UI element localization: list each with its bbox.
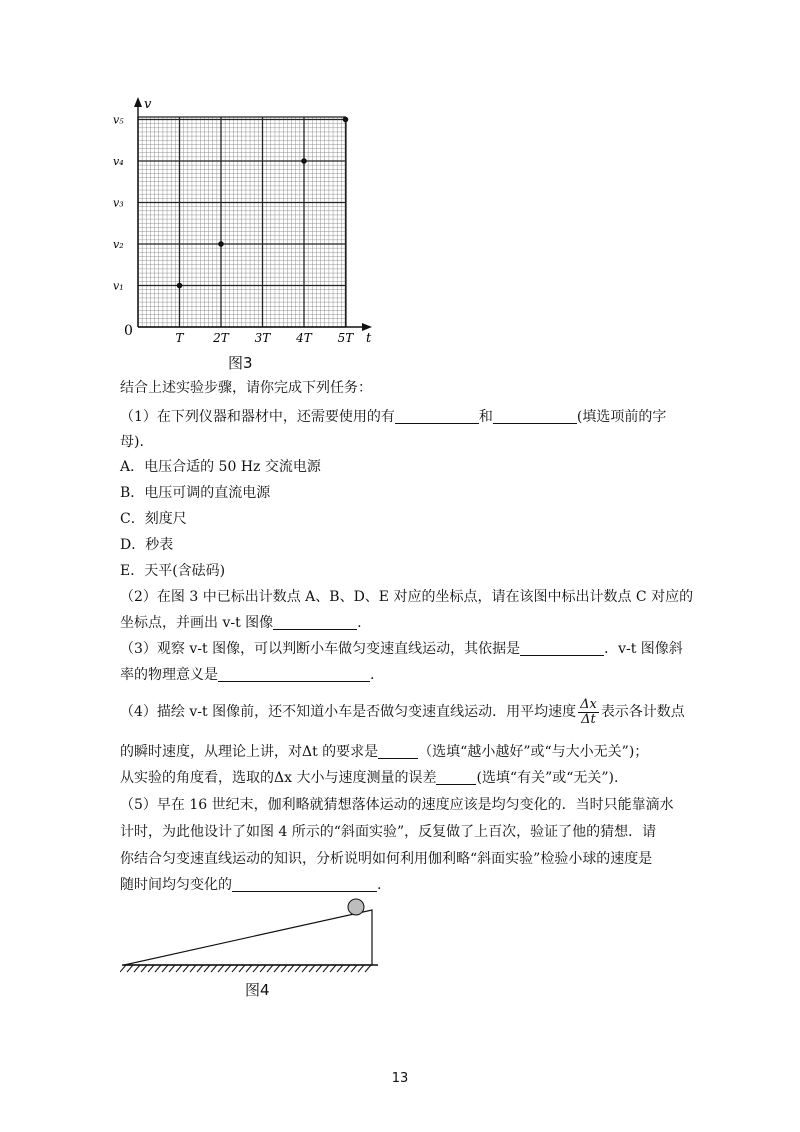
incline-wedge (124, 910, 372, 965)
q2-blank[interactable] (273, 615, 357, 630)
y-tick-label: v₅ (113, 113, 124, 127)
y-axis-label: v (144, 97, 152, 112)
hatch-line (141, 965, 147, 972)
option-c: C．刻度尺 (120, 511, 187, 527)
hatch-line (288, 965, 294, 972)
hatch-line (302, 965, 308, 972)
q4-line2: 的瞬时速度，从理论上讲，对Δt 的要求是 （选填“越小越好”或“与大小无关”)； (120, 744, 649, 760)
q1-blank-2[interactable] (493, 409, 577, 424)
x-tick-label: 2T (213, 331, 229, 345)
q1-line1: （1）在下列仪器和器材中，还需要使用的有 和 (填选项前的字 (120, 409, 667, 425)
q4-blank-2[interactable] (436, 770, 476, 785)
option-b: B．电压可调的直流电源 (120, 485, 271, 501)
intro-text: 结合上述实验步骤，请你完成下列任务： (120, 380, 372, 396)
origin-label: 0 (124, 323, 133, 339)
hatch-line (246, 965, 252, 972)
x-axis-label: t (366, 331, 372, 346)
minor-grid (138, 117, 346, 327)
x-tick-labels (175, 331, 354, 345)
q5-line3: 你结合匀变速直线运动的知识，分析说明如何利用伽利略“斜面实验”检验小球的速度是 (120, 851, 653, 867)
q3-blank-2[interactable] (218, 667, 370, 682)
hatch-line (204, 965, 210, 972)
ball (348, 899, 364, 915)
q4-line3: 从实验的角度看，选取的Δx 大小与速度测量的误差 (选填“有关”或“无关”). (120, 770, 619, 786)
hatch-line (337, 965, 343, 972)
ground-hatching (120, 965, 371, 972)
y-tick-label: v₃ (113, 196, 124, 210)
hatch-line (190, 965, 196, 972)
y-tick-label: v₄ (113, 155, 124, 168)
option-d: D．秒表 (120, 537, 174, 553)
hatch-line (344, 965, 350, 972)
data-point (218, 241, 224, 247)
hatch-line (316, 965, 322, 972)
incline-experiment-figure (120, 895, 390, 975)
hatch-line (211, 965, 217, 972)
hatch-line (232, 965, 238, 972)
q3-blank-1[interactable] (520, 641, 604, 656)
q3-line2: 率的物理意义是 . (120, 667, 375, 683)
page-number: 13 (391, 1071, 409, 1086)
hatch-line (239, 965, 245, 972)
hatch-line (155, 965, 161, 972)
hatch-line (162, 965, 168, 972)
hatch-line (218, 965, 224, 972)
hatch-line (225, 965, 231, 972)
q1-line2: 母). (120, 434, 144, 450)
option-a: A．电压合适的 50 Hz 交流电源 (120, 459, 321, 475)
hatch-line (134, 965, 140, 972)
data-point (343, 117, 349, 123)
data-point (301, 158, 307, 164)
q2-line1: （2）在图 3 中已标出计数点 A、B、D、E 对应的坐标点，请在该图中标出计数点 C 对应的 (120, 589, 694, 605)
x-tick-label: T (175, 331, 184, 345)
q5-line4: 随时间均匀变化的 . (120, 877, 382, 893)
average-velocity-fraction: $\frac{\Delta x}{\Delta t}$ (580, 696, 597, 727)
hatch-line (260, 965, 266, 972)
hatch-line (281, 965, 287, 972)
hatch-line (330, 965, 336, 972)
hatch-line (176, 965, 182, 972)
hatch-line (323, 965, 329, 972)
q3-line1: （3）观察 v-t 图像，可以判断小车做匀变速直线运动，其依据是 ．v-t 图像斜 (120, 641, 683, 657)
x-tick-label: 3T (254, 331, 271, 345)
hatch-line (358, 965, 364, 972)
velocity-time-graph (110, 95, 380, 355)
hatch-line (169, 965, 175, 972)
q5-line1: （5）早在 16 世纪末，伽利略就猜想落体运动的速度应该是均匀变化的．当时只能靠滴水 (120, 797, 674, 813)
q2-line2: 坐标点，并画出 v-t 图像 . (120, 615, 362, 631)
q4-blank-1[interactable] (378, 744, 418, 759)
y-tick-labels (113, 114, 124, 293)
hatch-line (309, 965, 315, 972)
hatch-line (127, 965, 133, 972)
hatch-line (365, 965, 371, 972)
option-e: E．天平(含砝码) (120, 563, 226, 579)
y-axis-arrow-icon (134, 97, 142, 107)
hatch-line (274, 965, 280, 972)
y-tick-label: v₂ (113, 238, 124, 251)
hatch-line (267, 965, 273, 972)
q5-blank[interactable] (232, 877, 377, 892)
hatch-line (120, 965, 126, 972)
hatch-line (295, 965, 301, 972)
q4-line1: （4）描绘 v-t 图像前，还不知道小车是否做匀变速直线运动．用平均速度 $\frac{\Delta x}{\Delta t}$ 表示各计数点 (120, 696, 685, 727)
x-tick-label: 4T (296, 331, 312, 345)
hatch-line (351, 965, 357, 972)
q5-line2: 计时，为此他设计了如图 4 所示的“斜面实验”，反复做了上百次，验证了他的猜想．请 (120, 824, 657, 840)
q1-blank-1[interactable] (395, 409, 479, 424)
hatch-line (148, 965, 154, 972)
hatch-line (253, 965, 259, 972)
data-point (177, 283, 183, 289)
figure3-caption: 图3 (228, 354, 253, 372)
hatch-line (197, 965, 203, 972)
y-tick-label: v₁ (113, 279, 124, 293)
x-tick-label: 5T (337, 331, 354, 345)
figure4-caption: 图4 (245, 981, 270, 999)
x-axis-arrow-icon (362, 323, 372, 331)
hatch-line (183, 965, 189, 972)
